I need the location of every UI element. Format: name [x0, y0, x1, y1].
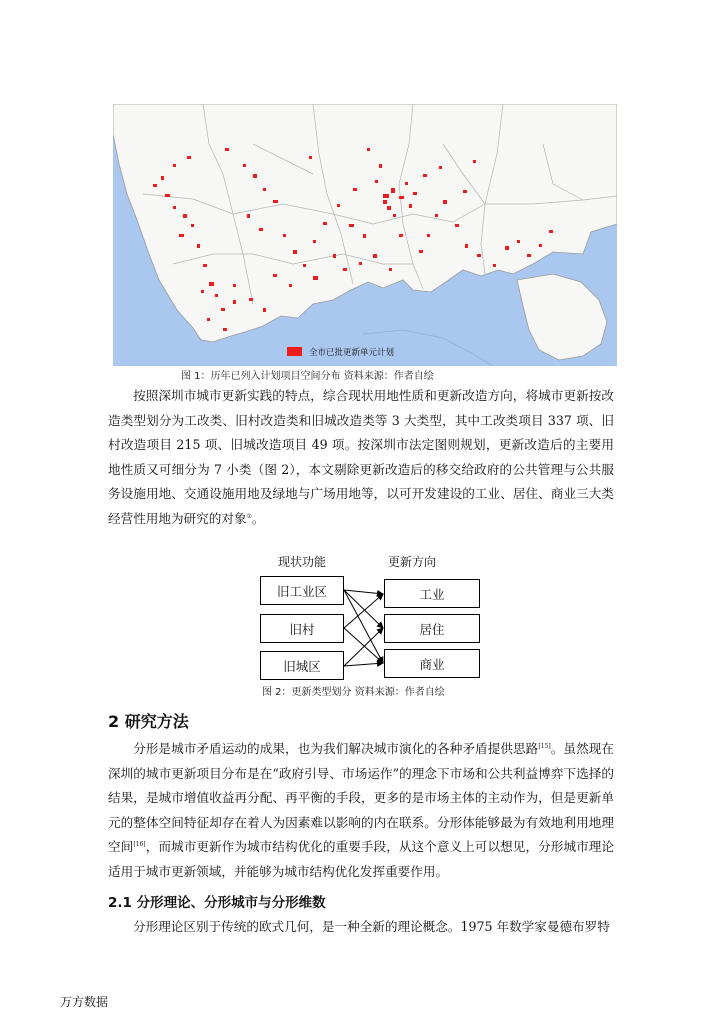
figure2-caption: 图 2：更新类型划分 资料来源：作者自绘 — [262, 687, 445, 698]
body-paragraph-2 — [108, 737, 614, 884]
legend-swatch — [287, 347, 302, 356]
diagram-box-old-village: 旧村 — [260, 614, 344, 643]
shenzhen-map-image — [113, 104, 617, 366]
reference-marker-15: [15] — [538, 742, 551, 750]
diagram-box-residential: 居住 — [384, 614, 480, 643]
section-2-1-heading: 2.1 分形理论、分形城市与分形维数 — [108, 895, 326, 911]
diagram-box-old-industrial: 旧工业区 — [260, 576, 344, 605]
paragraph1-text: 按照深圳市城市更新实践的特点，综合现状用地性质和更新改造方向，将城市更新按改造类型划分为工改类、旧村改造类和旧城改造类等 3 大类型，其中工改类项目 337 项、旧村改造项目 215 项、旧城改造项目 49 项。按深圳市法定图则规划，更新改造后的主要用地性质又可细分为 7 小类（图 2），本文剔除更新改造后的移交给政府的公共管理与公共服务设施用地、交通设施用地及绿地与广场用地等，以可开发建设的工业、居住、商业三大类经营性用地为研究的对象 — [108, 388, 614, 526]
diagram-left-header: 现状功能 — [278, 555, 327, 569]
footnote-marker: ① — [246, 512, 252, 520]
body-paragraph-1: 按照深圳市城市更新实践的特点，综合现状用地性质和更新改造方向，将城市更新按改造类型划分为工改类、旧村改造类和旧城改造类等 3 大类型，其中工改类项目 337 项、旧村改造项目 215 项、旧城改造项目 49 项。按深圳市法定图则规划，更新改造后的主要用地性质又可细分为 7 小类（图 2），本文剔除更新改造后的移交给政府的公共管理与公共服务设施用地、交通设施用地及绿地与广场用地等，以可开发建设的工业、居住、商业三大类经营性用地为研究的对象①。 — [108, 388, 614, 526]
figure2-diagram — [260, 553, 480, 685]
section-2-heading: 2 研究方法 — [108, 712, 189, 731]
diagram-box-industry: 工业 — [384, 579, 480, 608]
section21-text: 分形理论区别于传统的欧式几何，是一种全新的理论概念。1975 年数学家曼德布罗特 — [133, 919, 610, 934]
reference-marker-16: [16] — [133, 840, 146, 848]
diagram-arrows — [260, 553, 480, 685]
diagram-box-old-town: 旧城区 — [260, 651, 344, 680]
body-paragraph-3 — [108, 915, 614, 940]
figure1-caption: 图 1：历年已列入计划项目空间分布 资料来源：作者自绘 — [181, 371, 434, 382]
diagram-right-header: 更新方向 — [388, 555, 437, 569]
diagram-box-commercial: 商业 — [384, 649, 480, 678]
section2-text-part3: ，而城市更新作为城市结构优化的重要手段，从这个意义上可以想见，分形城市理论适用于城市更新领域，并能够为城市结构优化发挥重要作用。 — [108, 839, 615, 879]
figure1-map — [113, 104, 617, 366]
section2-text-part2: 。虽然现在深圳的城市更新项目分布是在“政府引导、市场运作”的理念下市场和公共利益博弈下选择的结果，是城市增值收益再分配、再平衡的手段，更多的是市场主体的主动作为，但是更新单元的整体空间特征却存在着人为因素难以影响的内在联系。分形体能够最为有效地利用地理空间 — [108, 741, 615, 854]
watermark-text: 万方数据 — [60, 995, 109, 1009]
section2-text-part1: 分形是城市矛盾运动的成果，也为我们解决城市演化的各种矛盾提供思路 — [133, 741, 539, 756]
legend-label: 全市已批更新单元计划 — [309, 348, 395, 358]
